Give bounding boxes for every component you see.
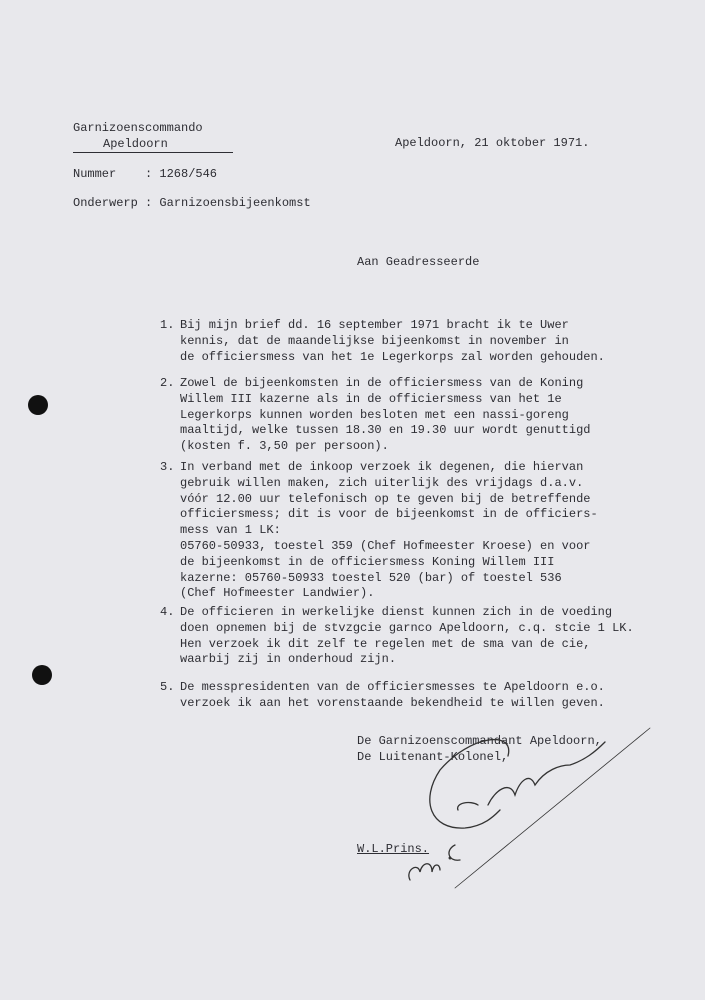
reference-number xyxy=(73,167,273,183)
org-location-text: Apeldoorn xyxy=(103,136,168,151)
punch-hole-bottom xyxy=(32,665,52,685)
item-line: gebruik willen maken, zich uiterlijk des vrijdags d.a.v. xyxy=(180,475,584,490)
item-line: De officieren in werkelijke dienst kunnen zich in de voeding xyxy=(180,605,613,619)
sender-organization xyxy=(73,121,233,153)
punch-hole-top xyxy=(28,395,48,415)
item-text xyxy=(180,318,605,365)
item-line: doen opnemen bij de stvzgcie garnco Apeldoorn, c.q. stcie 1 LK. xyxy=(180,620,634,635)
subject xyxy=(73,196,311,212)
item-line: Legerkorps kunnen worden besloten met een nassi-goreng xyxy=(180,407,569,422)
item-number: 4. xyxy=(160,605,175,619)
item-number: 2. xyxy=(160,376,175,390)
item-line: de bijeenkomst in de officiersmess Koning Willem III xyxy=(180,554,555,569)
item-line: Bij mijn brief dd. 16 september 1971 bracht ik te Uwer xyxy=(180,318,569,332)
subject-value: : Garnizoensbijeenkomst xyxy=(145,196,311,210)
item-line: de officiersmess van het 1e Legerkorps zal worden gehouden. xyxy=(180,349,605,364)
item-number: 3. xyxy=(160,460,175,474)
signatory-name: W.L.Prins. xyxy=(357,842,430,856)
item-text xyxy=(180,460,598,602)
org-location xyxy=(73,137,233,153)
item-line: vóór 12.00 uur telefonisch op te geven bij de betreffende xyxy=(180,491,591,506)
item-line: maaltijd, welke tussen 18.30 en 19.30 uur wordt genuttigd xyxy=(180,423,591,438)
subject-label: Onderwerp xyxy=(73,196,138,210)
item-line: verzoek ik aan het vorenstaande bekendheid te willen geven. xyxy=(180,695,605,710)
item-text xyxy=(180,605,634,668)
item-line: De messpresidenten van de officiersmesses te Apeldoorn e.o. xyxy=(180,680,605,694)
item-line: In verband met de inkoop verzoek ik degenen, die hiervan xyxy=(180,460,584,474)
item-text xyxy=(180,376,590,455)
item-text xyxy=(180,680,605,712)
item-line: Zowel de bijeenkomsten in de officiersmess van de Koning xyxy=(180,376,584,390)
item-line: officiersmess; dit is voor de bijeenkomst in de officiers- xyxy=(180,507,598,522)
item-line: Hen verzoek ik dit zelf te regelen met de sma van de cie, xyxy=(180,636,591,651)
signature-rank: De Luitenant-Kolonel, xyxy=(357,749,509,764)
item-number: 5. xyxy=(160,680,175,694)
org-name: Garnizoenscommando xyxy=(73,121,203,135)
item-number: 1. xyxy=(160,318,175,332)
item-line: 05760-50933, toestel 359 (Chef Hofmeester Kroese) en voor xyxy=(180,538,591,553)
item-line: kennis, dat de maandelijkse bijeenkomst in november in xyxy=(180,333,569,348)
signature-title: De Garnizoenscommandant Apeldoorn, xyxy=(357,734,602,748)
item-line: kazerne: 05760-50933 toestel 520 (bar) of toestel 536 xyxy=(180,570,562,585)
item-line: (Chef Hofmeester Landwier). xyxy=(180,586,375,601)
number-label: Nummer xyxy=(73,167,117,181)
item-line: Willem III kazerne als in de officiersmess van het 1e xyxy=(180,391,562,406)
item-line: mess van 1 LK: xyxy=(180,523,281,538)
number-value: : 1268/546 xyxy=(145,167,218,181)
item-line: (kosten f. 3,50 per persoon). xyxy=(180,439,389,454)
signature-block xyxy=(357,734,602,766)
place-date: Apeldoorn, 21 oktober 1971. xyxy=(395,136,590,150)
item-line: waarbij zij in onderhoud zijn. xyxy=(180,652,397,667)
addressee: Aan Geadresseerde xyxy=(357,255,480,269)
